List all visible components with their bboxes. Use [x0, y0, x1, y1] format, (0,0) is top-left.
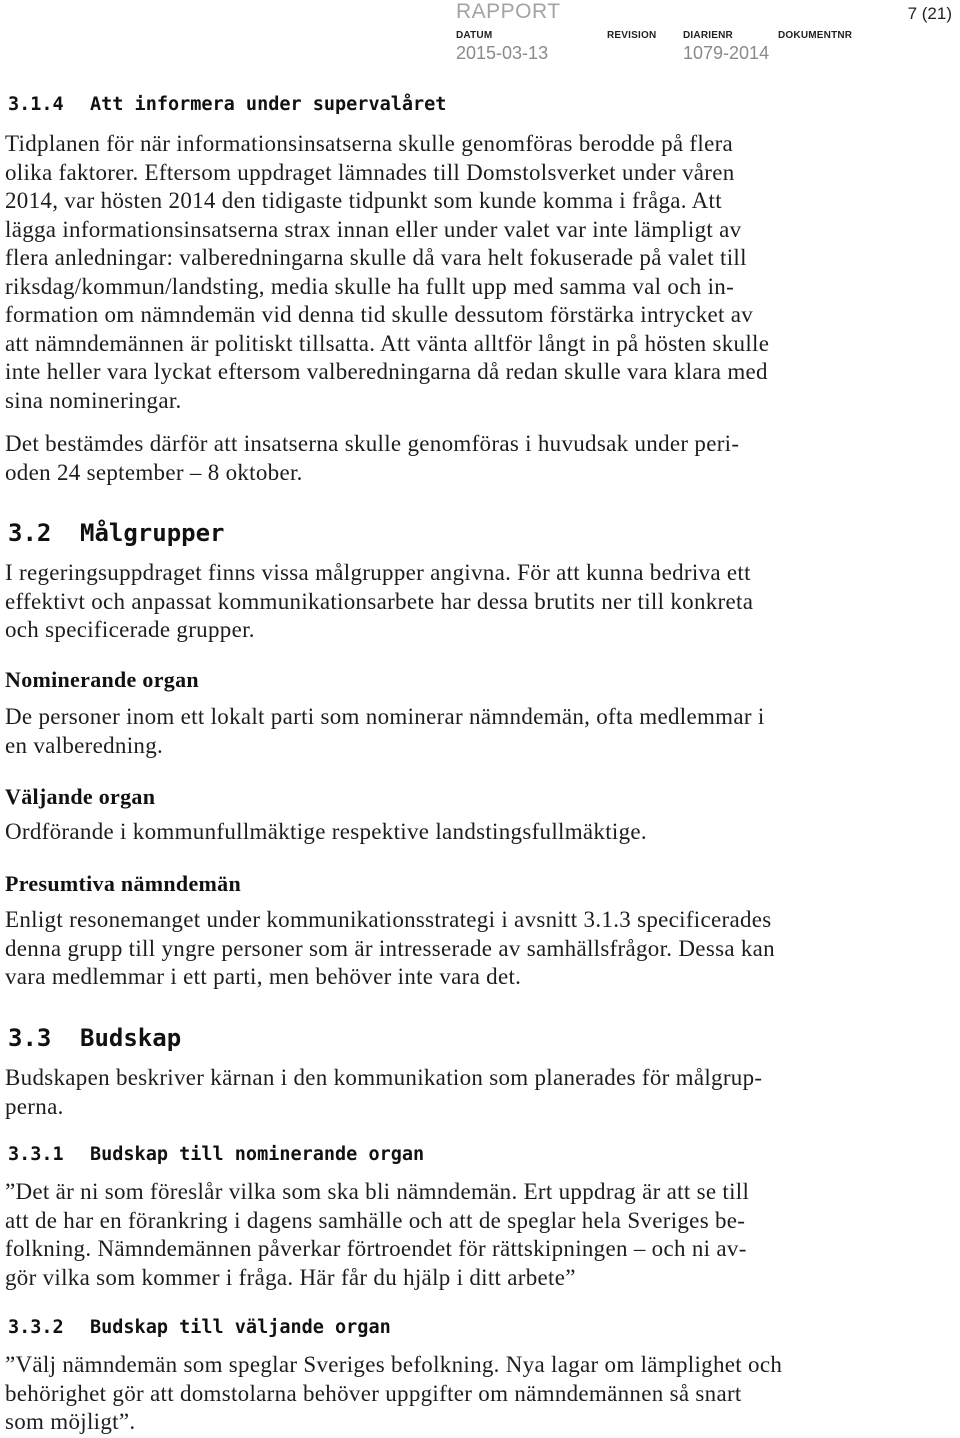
document-type: RAPPORT — [456, 0, 561, 23]
paragraph-line: lägga informationsinsatserna strax innan eller under valet var inte lämpligt av — [5, 216, 742, 242]
page-number: 7 (21) — [907, 4, 952, 23]
paragraph-line: att de har en förankring i dagens samhälle och att de speglar hela Sveriges be- — [5, 1207, 746, 1233]
paragraph-line: Enligt resonemanget under kommunikationsstrategi i avsnitt 3.1.3 specificerades — [5, 907, 772, 932]
paragraph-line: denna grupp till yngre personer som är intresserade av samhällsfrågor. Dessa kan — [5, 935, 775, 961]
section-title: Budskap till nominerande organ — [90, 1144, 425, 1165]
section-number: 3.1.4 — [8, 94, 64, 115]
paragraph — [5, 703, 765, 760]
section-heading-3-3-2 — [8, 1315, 391, 1341]
paragraph-line: formation om nämndemän vid denna tid skulle dessutom förstärka intrycket av — [5, 302, 754, 327]
paragraph — [5, 130, 769, 415]
paragraph-line: att nämndemännen är politiskt tillsatta. Att vänta alltför långt in på hösten skulle — [5, 330, 770, 356]
label-datum: DATUM — [456, 30, 493, 41]
subheading-valjande-organ: Väljande organ — [5, 784, 156, 809]
label-dokumentnr: DOKUMENTNR — [778, 30, 853, 41]
section-heading-3-3 — [8, 1022, 181, 1054]
paragraph-line: behörighet gör att domstolarna behöver uppgifter om nämndemännen så snart — [5, 1380, 742, 1406]
value-diarienr: 1079-2014 — [683, 43, 770, 63]
paragraph — [5, 1064, 762, 1121]
paragraph — [5, 559, 753, 645]
section-title: Budskap till väljande organ — [90, 1317, 391, 1338]
section-heading-3-3-1 — [8, 1142, 424, 1168]
paragraph-line: ”Det är ni som föreslår vilka som ska bli nämndemän. Ert uppdrag är att se till — [5, 1179, 750, 1204]
paragraph — [5, 906, 775, 992]
section-number: 3.3.2 — [8, 1317, 64, 1338]
paragraph — [5, 430, 739, 487]
paragraph-line: sina nomineringar. — [5, 387, 182, 413]
paragraph-line: I regeringsuppdraget finns vissa målgrupper angivna. För att kunna bedriva ett — [5, 560, 751, 585]
paragraph-line: ”Välj nämndemän som speglar Sveriges befolkning. Nya lagar om lämplighet och — [5, 1352, 783, 1377]
paragraph-line: Ordförande i kommunfullmäktige respektive landstingsfullmäktige. — [5, 819, 647, 844]
paragraph-line: vara medlemmar i ett parti, men behöver inte vara det. — [5, 964, 522, 989]
label-revision: REVISION — [607, 30, 657, 41]
paragraph-line: Det bestämdes därför att insatserna skulle genomföras i huvudsak under peri- — [5, 431, 740, 456]
quote-paragraph — [5, 1351, 782, 1437]
paragraph-line: De personer inom ett lokalt parti som nominerar nämndemän, ofta medlemmar i — [5, 704, 765, 729]
paragraph-line: perna. — [5, 1093, 64, 1119]
paragraph-line: folkning. Nämndemännen påverkar förtroendet för rättskipningen – och ni av- — [5, 1236, 747, 1261]
section-number: 3.3.1 — [8, 1144, 64, 1165]
section-title: Budskap — [80, 1024, 182, 1052]
section-heading-3-2 — [8, 517, 225, 549]
paragraph-line: en valberedning. — [5, 732, 164, 758]
quote-paragraph — [5, 1178, 749, 1292]
paragraph-line: riksdag/kommun/landsting, media skulle ha fullt upp med samma val och in- — [5, 273, 735, 299]
paragraph-line: oden 24 september – 8 oktober. — [5, 459, 303, 485]
paragraph — [5, 818, 647, 847]
section-title: Att informera under supervalåret — [90, 94, 447, 115]
section-title: Målgrupper — [80, 519, 225, 547]
paragraph-line: effektivt och anpassat kommunikationsarbete har dessa brutits ner till konkreta — [5, 588, 754, 614]
section-heading-3-1-4 — [8, 92, 446, 118]
paragraph-line: Tidplanen för när informationsinsatserna skulle genomföras berodde på flera — [5, 131, 734, 156]
value-datum: 2015-03-13 — [456, 43, 549, 63]
section-number: 3.2 — [8, 519, 52, 547]
subheading-nominerande-organ: Nominerande organ — [5, 667, 199, 692]
subheading-presumtiva-namndeman: Presumtiva nämndemän — [5, 871, 241, 896]
paragraph-line: olika faktorer. Eftersom uppdraget lämnades till Domstolsverket under våren — [5, 159, 735, 185]
paragraph-line: 2014, var hösten 2014 den tidigaste tidpunkt som kunde komma i fråga. Att — [5, 188, 722, 213]
label-diarienr: DIARIENR — [683, 30, 733, 41]
section-number: 3.3 — [8, 1024, 52, 1052]
paragraph-line: som möjligt”. — [5, 1409, 136, 1434]
paragraph-line: flera anledningar: valberedningarna skulle då vara helt fokuserade på valet till — [5, 245, 747, 270]
paragraph-line: och specificerade grupper. — [5, 617, 255, 642]
paragraph-line: gör vilka som kommer i fråga. Här får du hjälp i ditt arbete” — [5, 1264, 576, 1290]
paragraph-line: inte heller vara lyckat eftersom valberedningarna då redan skulle vara klara med — [5, 359, 768, 384]
paragraph-line: Budskapen beskriver kärnan i den kommunikation som planerades för målgrup- — [5, 1065, 763, 1090]
